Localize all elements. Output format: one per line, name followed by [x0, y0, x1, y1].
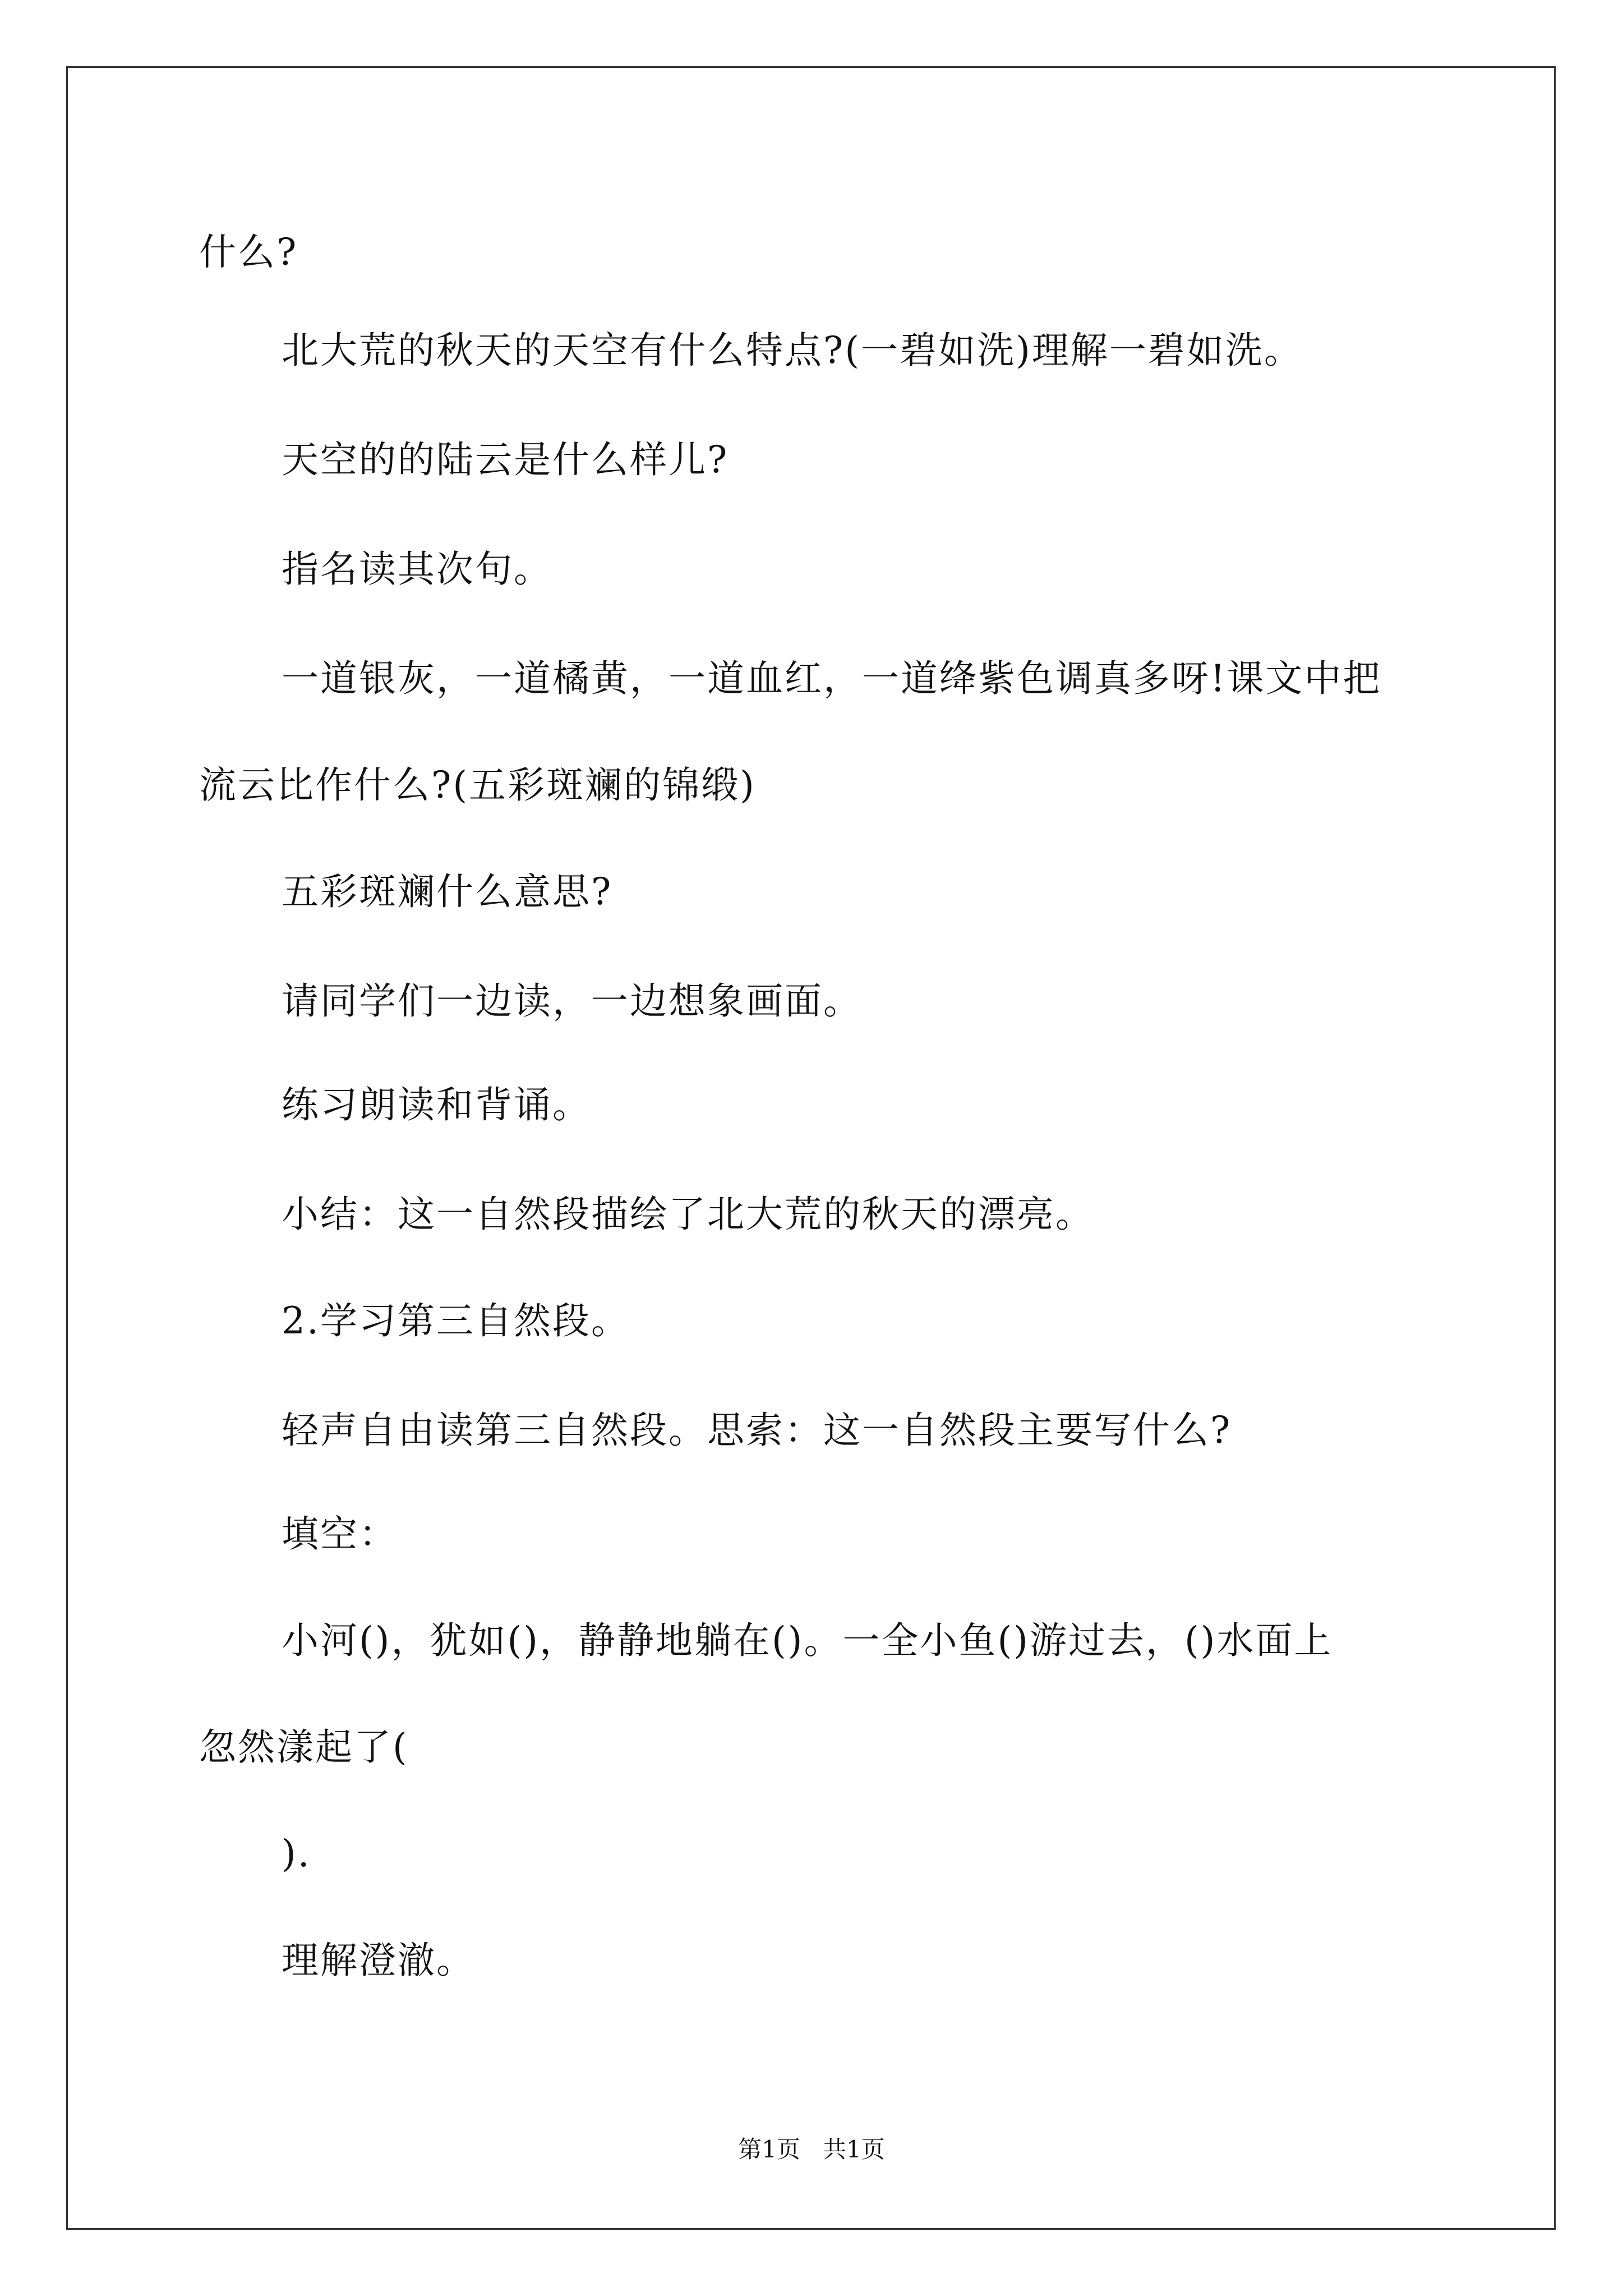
page-border	[66, 66, 1556, 2230]
text-line-15: 忽然漾起了(	[199, 1726, 409, 1769]
page-footer: 第1页 共1页	[738, 2136, 885, 2163]
text-line-1: 什么?	[199, 231, 298, 274]
text-line-3: 天空的的陆云是什么样儿?	[282, 438, 729, 481]
text-line-9: 练习朗读和背诵。	[282, 1083, 591, 1126]
text-line-14: 小河()，犹如()，静静地躺在()。一全小鱼()游过去，()水面上	[282, 1619, 1333, 1662]
text-line-8: 请同学们一边读，一边想象画面。	[282, 979, 862, 1023]
text-line-5: 一道银灰，一道橘黄，一道血红，一道绛紫色调真多呀!课文中把	[282, 657, 1382, 700]
text-line-12: 轻声自由读第三自然段。思索：这一自然段主要写什么?	[282, 1409, 1232, 1452]
text-line-6: 流云比作什么?(五彩斑斓的锦缎)	[199, 763, 756, 807]
text-line-17: 理解澄澈。	[282, 1939, 475, 1982]
text-line-13: 填空：	[282, 1512, 398, 1556]
text-line-11: 2.学习第三自然段。	[282, 1299, 630, 1342]
text-line-16: ).	[282, 1832, 311, 1875]
text-line-10: 小结：这一自然段描绘了北大荒的秋天的漂亮。	[282, 1193, 1094, 1236]
text-line-4: 指名读其次句。	[282, 547, 552, 591]
text-line-7: 五彩斑斓什么意思?	[282, 870, 613, 913]
text-line-2: 北大荒的秋天的天空有什么特点?(一碧如洗)理解一碧如洗。	[282, 329, 1303, 372]
